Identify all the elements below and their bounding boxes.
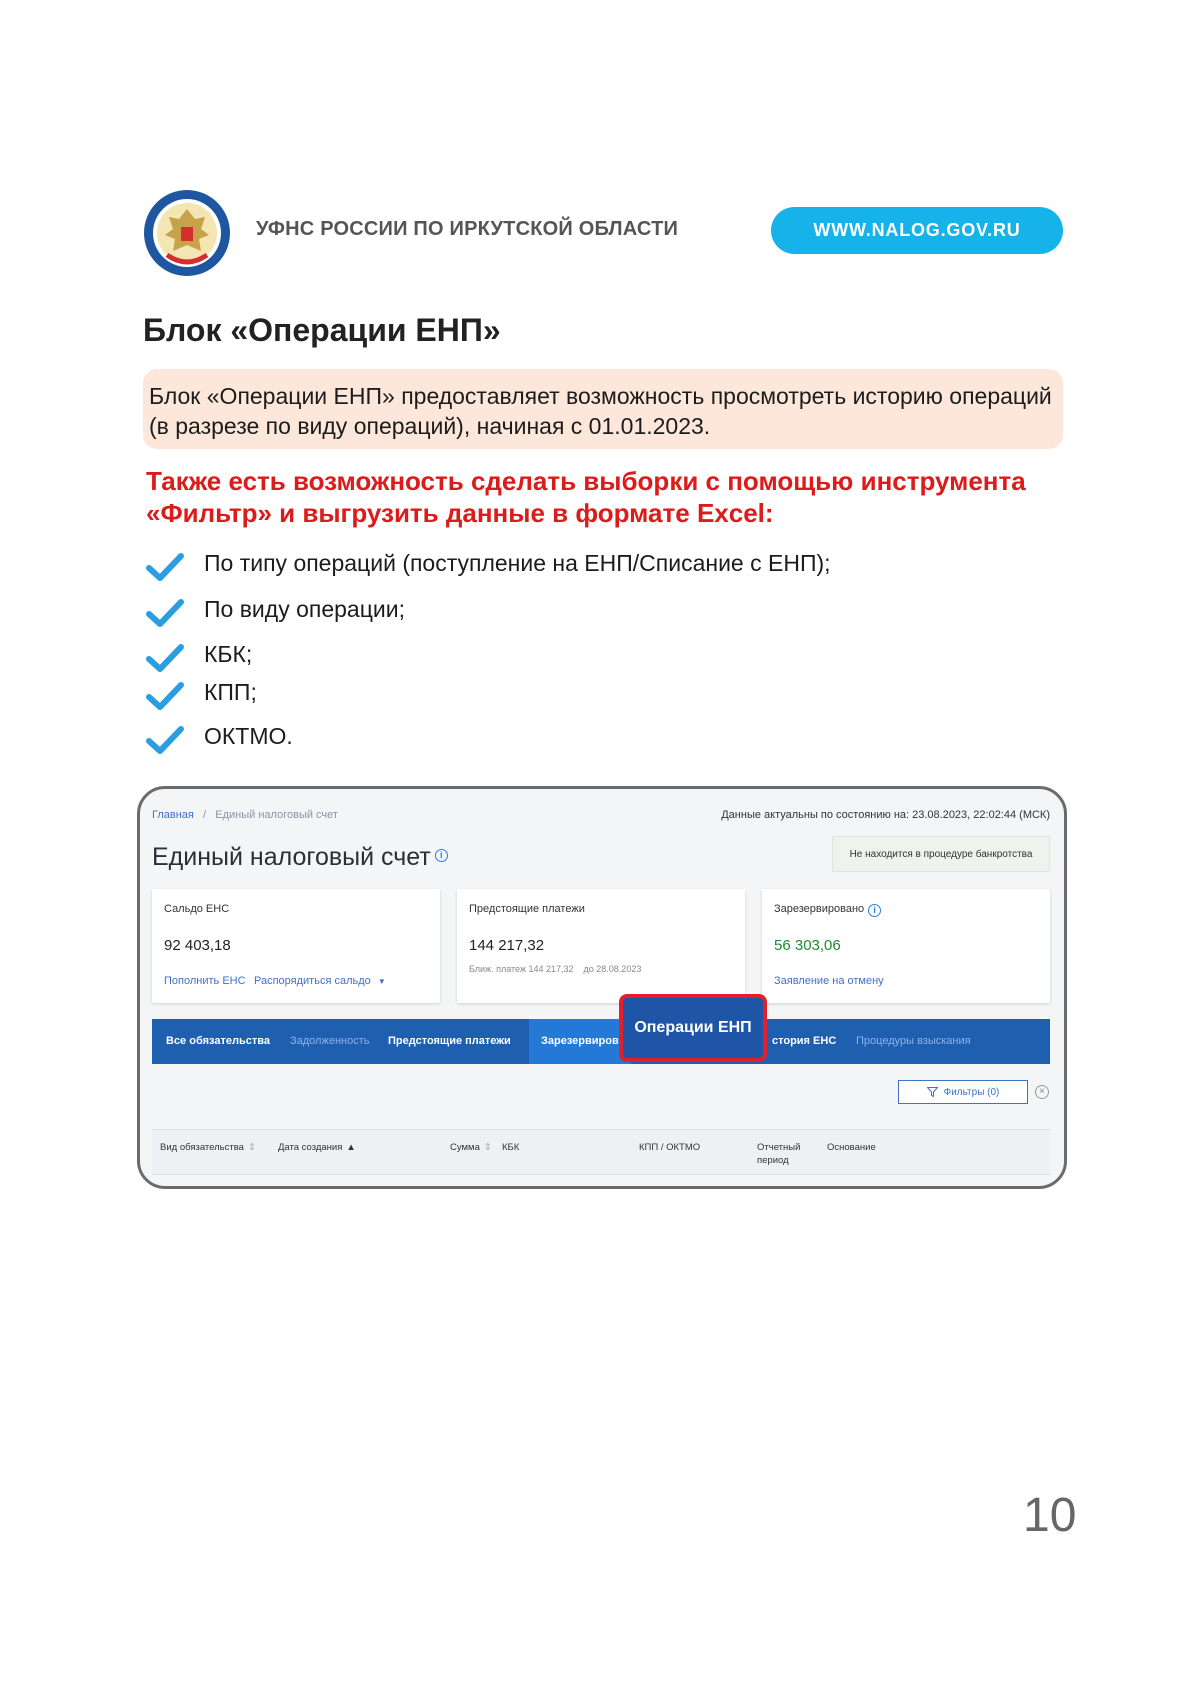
chevron-down-icon: ▼ — [377, 977, 386, 986]
upcoming-next-payment: Ближ. платеж 144 217,32 до 28.08.2023 — [469, 964, 642, 974]
list-item-text: КПП; — [204, 679, 257, 705]
operations-table-header — [152, 1129, 1050, 1175]
col-created-date-label: Дата создания — [278, 1142, 343, 1153]
clear-filters-icon[interactable]: × — [1035, 1085, 1049, 1099]
checkmark-icon — [146, 725, 184, 755]
reserved-label-text: Зарезервировано — [774, 903, 865, 915]
manage-saldo-label: Распорядиться сальдо — [254, 975, 371, 987]
reserved-label — [774, 903, 881, 917]
tab-all-obligations[interactable]: Все обязательства — [166, 1035, 270, 1047]
ens-title-text: Единый налоговый счет — [152, 843, 431, 871]
topup-link[interactable]: Пополнить ЕНС — [164, 975, 246, 987]
filters-label: Фильтры (0) — [943, 1086, 1000, 1098]
upcoming-value: 144 217,32 — [469, 937, 545, 954]
tab-procedures[interactable]: Процедуры взыскания — [856, 1035, 971, 1047]
list-item-text: ОКТМО. — [204, 723, 293, 749]
fns-emblem-logo — [143, 189, 231, 277]
sort-icon: ⇕ — [247, 1142, 256, 1153]
list-item-text: По виду операции; — [204, 596, 405, 622]
breadcrumb-separator: / — [203, 809, 207, 821]
col-obligation-type-label: Вид обязательства — [160, 1142, 244, 1153]
org-name: УФНС РОССИИ ПО ИРКУТСКОЙ ОБЛАСТИ — [256, 218, 679, 240]
info-icon[interactable]: i — [435, 849, 448, 862]
upcoming-card — [457, 889, 745, 1003]
list-item-text: По типу операций (поступление на ЕНП/Списание с ЕНП); — [204, 550, 831, 576]
ens-screenshot-frame — [137, 786, 1067, 1189]
tab-history[interactable]: стория ЕНС — [772, 1035, 837, 1047]
manage-saldo-link[interactable] — [254, 975, 386, 987]
site-link[interactable]: WWW.NALOG.GOV.RU — [771, 207, 1063, 254]
checkmark-icon — [146, 598, 184, 628]
tab-debt[interactable]: Задолженность — [290, 1035, 370, 1047]
filters-button[interactable] — [898, 1080, 1028, 1104]
ens-tabs — [152, 1019, 1050, 1064]
reserved-value: 56 303,06 — [774, 937, 841, 954]
data-actual-timestamp: Данные актуальны по состоянию на: 23.08.2023, 22:02:44 (МСК) — [721, 809, 1050, 821]
reserved-card — [762, 889, 1050, 1003]
col-created-date[interactable] — [278, 1141, 356, 1154]
filter-icon — [927, 1087, 938, 1097]
tab-upcoming-payments[interactable]: Предстоящие платежи — [388, 1035, 511, 1047]
breadcrumb — [152, 809, 338, 821]
col-sum[interactable] — [450, 1141, 492, 1154]
col-obligation-type[interactable] — [160, 1141, 256, 1154]
page-title: Блок «Операции ЕНП» — [143, 312, 501, 348]
checkmark-icon — [146, 643, 184, 673]
info-box: Блок «Операции ЕНП» предоставляет возможность просмотреть историю операций (в разрезе по виду операций), начиная с 01.01.2023. — [143, 369, 1063, 449]
col-period-line1: Отчетный — [757, 1142, 801, 1153]
ens-title — [152, 843, 448, 872]
col-period — [757, 1141, 800, 1167]
sort-icon: ⇕ — [483, 1142, 492, 1153]
col-kpp-oktmo: КПП / ОКТМО — [639, 1142, 701, 1153]
checkmark-icon — [146, 552, 184, 582]
filter-note: Также есть возможность сделать выборки с помощью инструмента «Фильтр» и выгрузить данные в формате Excel: — [146, 466, 1026, 528]
breadcrumb-current: Единый налоговый счет — [215, 809, 338, 821]
bankruptcy-status-badge: Не находится в процедуре банкротства — [832, 836, 1050, 872]
checkmark-icon — [146, 681, 184, 711]
saldo-value: 92 403,18 — [164, 937, 231, 954]
list-item-text: КБК; — [204, 641, 253, 667]
saldo-label: Сальдо ЕНС — [164, 903, 230, 915]
col-kbk: КБК — [502, 1142, 520, 1153]
info-icon[interactable]: i — [868, 904, 881, 917]
breadcrumb-home[interactable]: Главная — [152, 809, 194, 821]
tab-operations-enp-highlight[interactable]: Операции ЕНП — [619, 994, 767, 1062]
upcoming-label: Предстоящие платежи — [469, 903, 585, 915]
page-number: 10 — [1023, 1489, 1077, 1542]
tab-reserved[interactable]: Зарезервиров — [529, 1019, 631, 1064]
col-sum-label: Сумма — [450, 1142, 480, 1153]
col-period-line2: период — [757, 1155, 789, 1166]
saldo-card — [152, 889, 440, 1003]
cancel-request-link[interactable]: Заявление на отмену — [774, 975, 884, 987]
sort-asc-icon: ▲ — [346, 1142, 356, 1153]
col-basis: Основание — [827, 1142, 876, 1153]
